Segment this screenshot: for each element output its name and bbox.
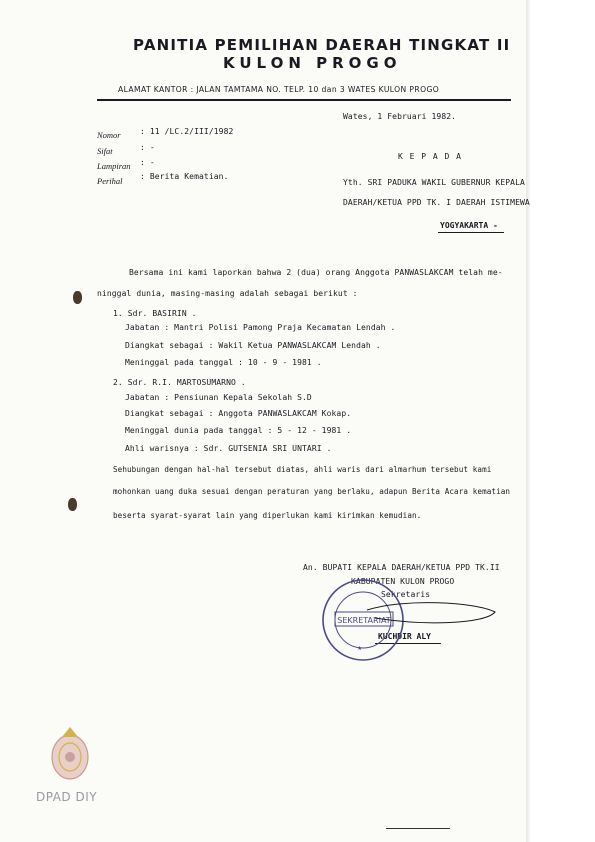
letter-date: Wates, 1 Februari 1982. <box>343 112 457 121</box>
person-1-jabatan: Jabatan : Mantri Polisi Pamong Praja Kecamatan Lendah . <box>125 323 396 332</box>
recipient-line-2: DAERAH/KETUA PPD TK. I DAERAH ISTIMEWA <box>343 198 530 207</box>
person-1-diangkat: Diangkat sebagai : Wakil Ketua PANWASLAKCAM Lendah . <box>125 341 381 350</box>
punch-hole-bottom <box>68 498 77 511</box>
header-title: PANITIA PEMILIHAN DAERAH TINGKAT II <box>133 36 511 54</box>
header-rule <box>97 99 511 101</box>
stamp-star-icon: ★ <box>357 645 363 652</box>
watermark-label: DPAD DIY <box>36 790 98 804</box>
signature-title: Sekretaris <box>381 590 431 599</box>
person-2-name: 2. Sdr. R.I. MARTOSUMARNO . <box>113 378 246 387</box>
person-2-jabatan: Jabatan : Pensiunan Kepala Sekolah S.D <box>125 393 312 402</box>
person-2-meninggal: Meninggal dunia pada tanggal : 5 - 12 - 1981 . <box>125 426 352 435</box>
lampiran-label: Lampiran <box>97 161 131 171</box>
official-stamp <box>305 568 505 668</box>
signature-stroke <box>367 603 495 623</box>
header-region: KULON PROGO <box>223 54 402 72</box>
lampiran-value: : - <box>140 158 155 167</box>
body-closing-line-3: beserta syarat-syarat lain yang diperlukan kami kirimkan kemudian. <box>113 511 422 520</box>
perihal-value: : Berita Kematian. <box>140 172 229 181</box>
archive-crest-icon <box>44 723 96 787</box>
sifat-label: Sifat <box>97 146 113 156</box>
nomor-value: : 11 /LC.2/III/1982 <box>140 127 234 136</box>
page-margin <box>530 0 595 842</box>
stamp-text: SEKRETARIAT <box>337 616 391 625</box>
recipient-city: YOGYAKARTA - <box>440 221 498 230</box>
kepada-label: K E P A D A <box>398 152 462 161</box>
signature-line-2: KABUPATEN KULON PROGO <box>351 577 455 586</box>
person-1-meninggal: Meninggal pada tanggal : 10 - 9 - 1981 . <box>125 358 322 367</box>
perihal-label: Perihal <box>97 176 123 186</box>
body-closing-line-1: Sehubungan dengan hal-hal tersebut diatas, ahli waris dari almarhum tersebut kami <box>113 465 492 474</box>
body-intro-line-1: Bersama ini kami laporkan bahwa 2 (dua) orang Anggota PANWASLAKCAM telah me- <box>129 268 503 277</box>
signature-line-1: An. BUPATI KEPALA DAERAH/KETUA PPD TK.II <box>303 563 500 572</box>
body-intro-line-2: ninggal dunia, masing-masing adalah sebagai berikut : <box>97 289 358 298</box>
nomor-label: Nomor <box>97 130 121 140</box>
punch-hole-top <box>73 291 82 304</box>
header-address: ALAMAT KANTOR : JALAN TAMTAMA NO. TELP. 10 dan 3 WATES KULON PROGO <box>118 85 440 94</box>
page-bottom-mark <box>386 828 450 829</box>
recipient-city-underline <box>438 232 504 233</box>
recipient-line-1: Yth. SRI PADUKA WAKIL GUBERNUR KEPALA <box>343 178 525 187</box>
sifat-value: : - <box>140 143 155 152</box>
person-2-ahli-waris: Ahli warisnya : Sdr. GUTSENIA SRI UNTARI . <box>125 444 332 453</box>
person-1-name: 1. Sdr. BASIRIN . <box>113 309 197 318</box>
person-2-diangkat: Diangkat sebagai : Anggota PANWASLAKCAM Kokap. <box>125 409 352 418</box>
signer-name: KUCHDIR ALY <box>378 632 431 641</box>
body-closing-line-2: mohonkan uang duka sesuai dengan peraturan yang berlaku, adapun Berita Acara kematian <box>113 487 511 496</box>
